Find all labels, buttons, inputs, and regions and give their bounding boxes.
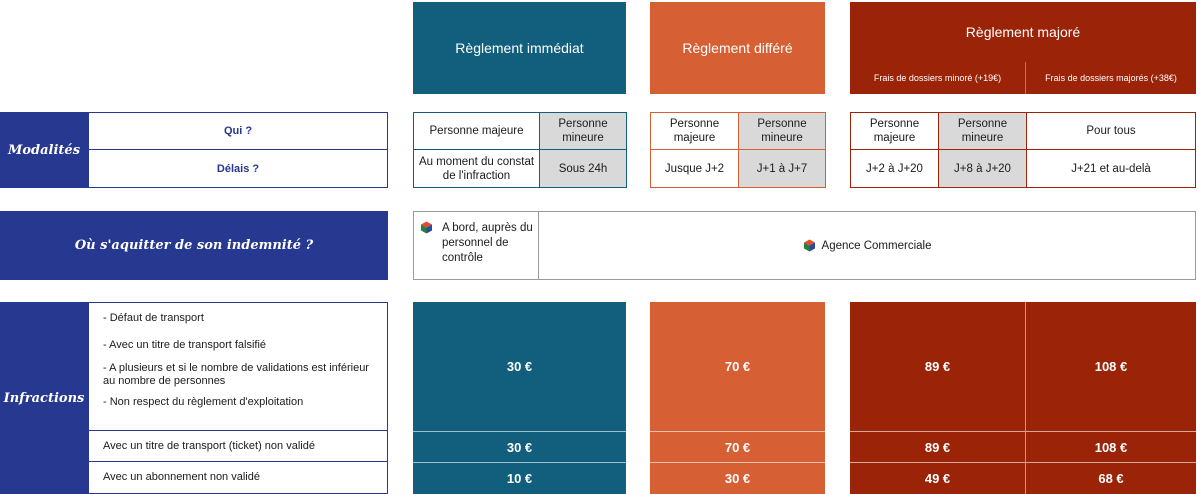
delais-label: Délais ?	[216, 162, 260, 175]
header-increased-label: Règlement majoré	[965, 24, 1081, 40]
infractions-label: Infractions	[0, 302, 88, 494]
modalites-deferred	[650, 112, 826, 188]
infraction-item: - Défaut de transport	[103, 312, 204, 324]
price-cell: 70 €	[650, 431, 825, 462]
deferred-adult-delay: Jusque J+2	[664, 162, 725, 175]
header-increased	[850, 2, 1196, 94]
increased-adult-delay: J+2 à J+20	[866, 162, 923, 175]
infraction-row2: Avec un titre de transport (ticket) non validé	[89, 431, 387, 462]
deferred-minor: Personne mineure	[738, 113, 825, 150]
modalites-increased	[850, 112, 1196, 188]
infractions-list	[88, 302, 388, 494]
cube-marker-icon	[803, 239, 816, 252]
where-onboard	[414, 212, 538, 279]
increased-all: Pour tous	[1026, 113, 1195, 150]
prices-deferred	[650, 302, 825, 494]
modalites-questions	[88, 112, 388, 188]
infraction-row3: Avec un abonnement non validé	[103, 471, 260, 483]
modalites-label: Modalités	[0, 112, 88, 188]
price-cell: 89 €	[850, 431, 1025, 462]
price-cell: 89 €	[924, 359, 951, 374]
increased-adult: Personne majeure	[851, 113, 938, 150]
cube-marker-icon	[420, 221, 433, 234]
price-cell: 68 €	[1025, 462, 1196, 494]
header-deferred	[650, 2, 825, 94]
increased-all-delay: J+21 et au-delà	[1026, 150, 1195, 187]
immediate-minor: Personne mineure	[539, 113, 626, 150]
header-increased-sub-right: Frais de dossiers majorés (+38€)	[1045, 73, 1177, 83]
price-cell: 49 €	[850, 462, 1025, 494]
price-cell: 30 €	[650, 462, 825, 494]
immediate-adult: Personne majeure	[414, 113, 539, 150]
prices-immediate	[413, 302, 626, 494]
price-cell: 30 €	[413, 431, 626, 462]
deferred-adult: Personne majeure	[651, 113, 738, 150]
deferred-minor-delay: J+1 à J+7	[738, 150, 825, 187]
infraction-item: - Avec un titre de transport falsifié	[103, 339, 267, 351]
header-deferred-label: Règlement différé	[682, 40, 793, 56]
immediate-minor-delay: Sous 24h	[539, 150, 626, 187]
price-cell: 30 €	[506, 359, 533, 374]
header-immediate	[413, 2, 626, 94]
where-agency-text: Agence Commerciale	[821, 239, 932, 252]
qui-label: Qui ?	[89, 113, 387, 150]
header-immediate-label: Règlement immédiat	[455, 40, 584, 56]
where-options	[413, 211, 1196, 280]
where-label: Où s'aquitter de son indemnité ?	[0, 211, 388, 280]
increased-minor: Personne mineure	[938, 113, 1026, 150]
infraction-item: - Non respect du règlement d'exploitation	[103, 396, 304, 408]
price-cell: 70 €	[724, 359, 751, 374]
modalites-immediate	[413, 112, 627, 188]
price-cell: 108 €	[1025, 431, 1196, 462]
infraction-group1	[89, 303, 387, 431]
price-cell: 10 €	[413, 462, 626, 494]
where-onboard-text: A bord, auprès du personnel de contrôle	[442, 222, 533, 264]
header-increased-sub-left: Frais de dossiers minoré (+19€)	[873, 73, 1002, 83]
price-cell: 108 €	[1025, 302, 1196, 431]
prices-increased	[850, 302, 1196, 494]
immediate-adult-delay: Au moment du constat de l'infraction	[418, 155, 535, 182]
where-agency	[538, 212, 1195, 279]
increased-minor-delay: J+8 à J+20	[938, 150, 1026, 187]
infraction-item: - A plusieurs et si le nombre de validations est inférieur au nombre de personnes	[103, 362, 369, 387]
